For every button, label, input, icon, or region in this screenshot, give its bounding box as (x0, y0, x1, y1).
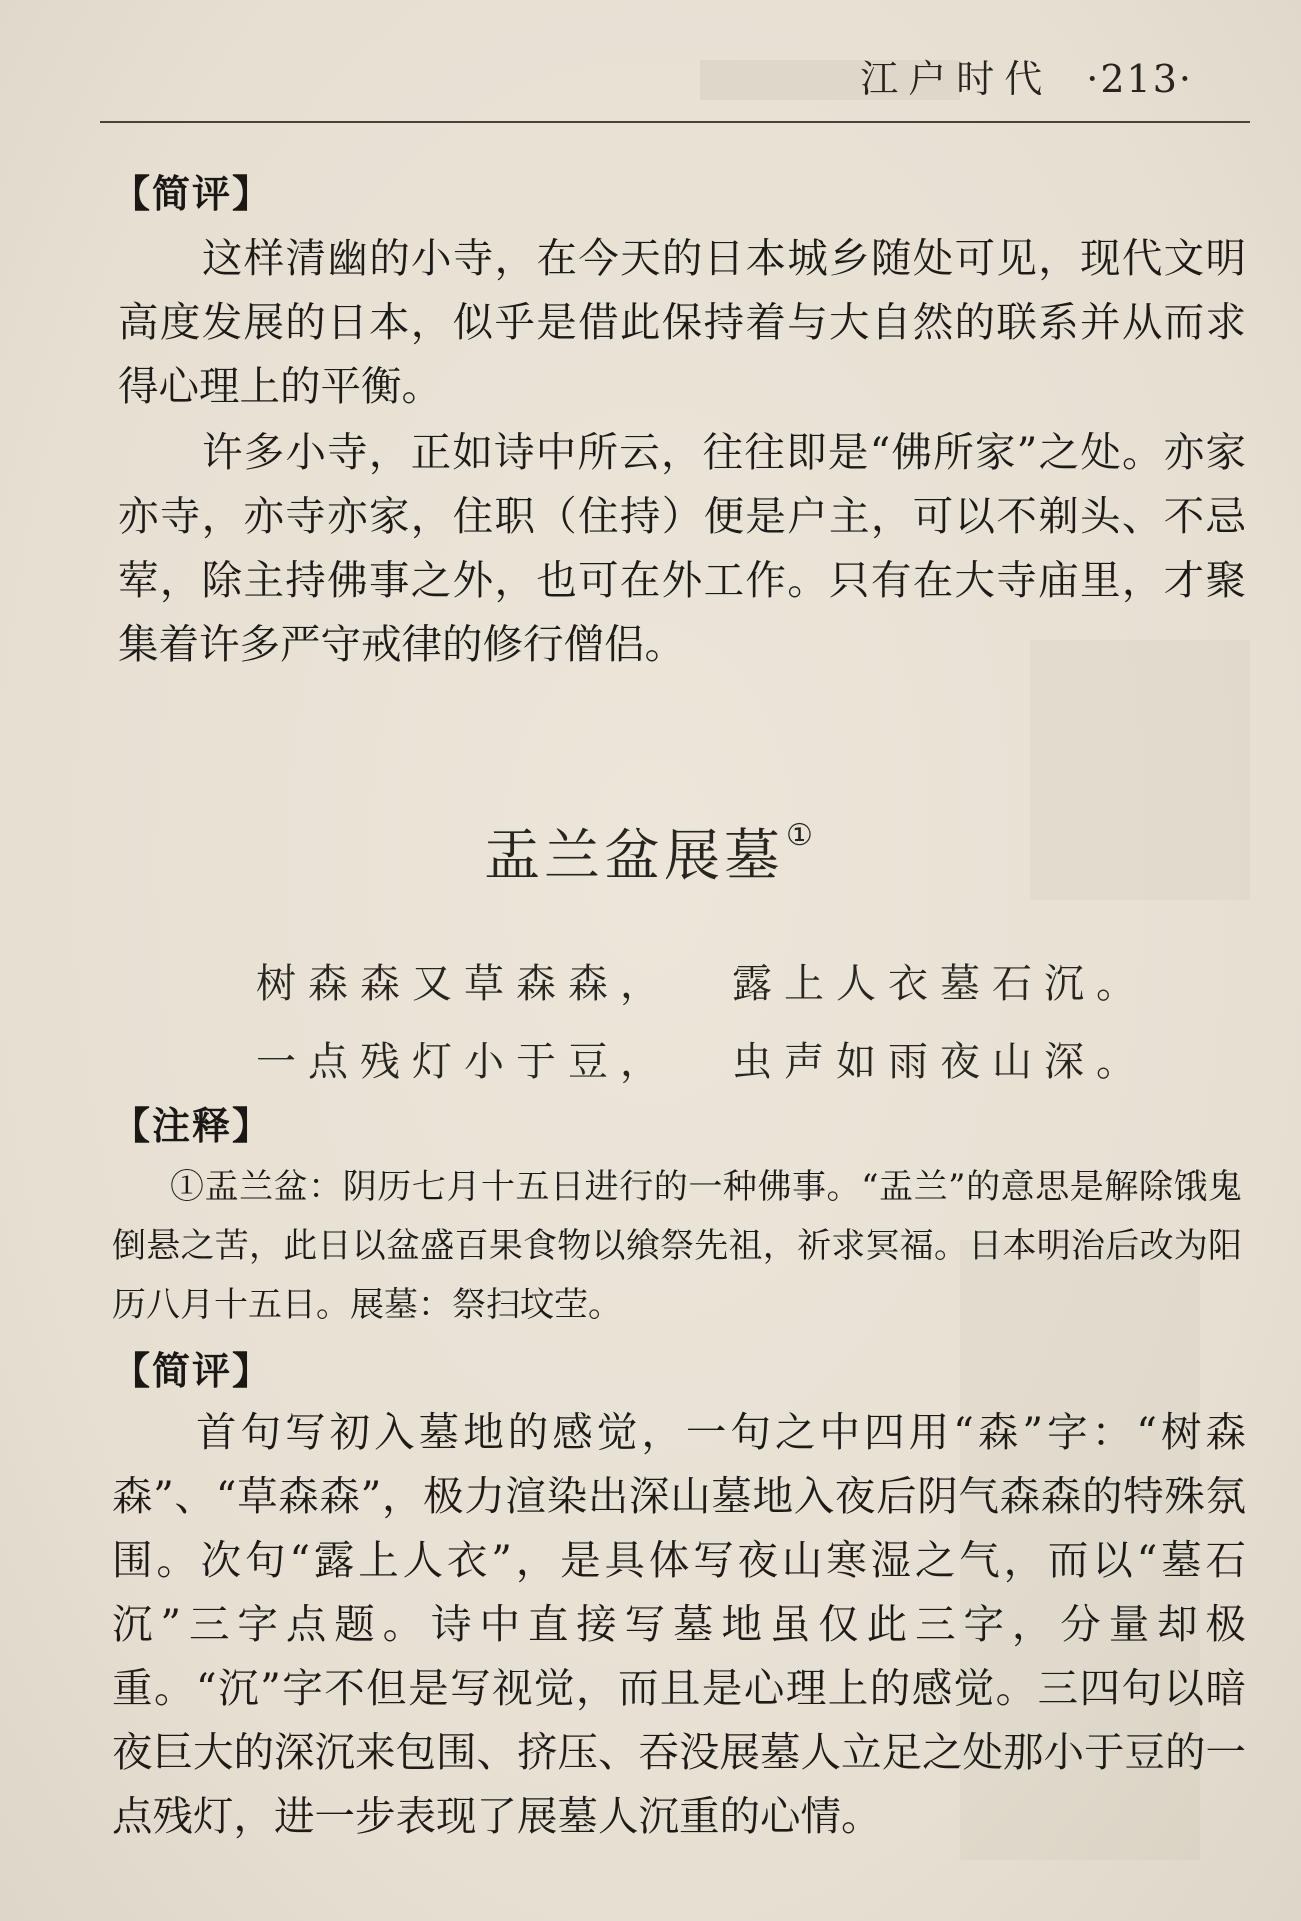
poem-line-1a: 树森森又草森森， (256, 961, 672, 1007)
section-heading-notes: 【注释】 (112, 1104, 273, 1148)
commentary-paragraph: 许多小寺，正如诗中所云，往往即是“佛所家”之处。亦家亦寺，亦寺亦家，住职（住持）便是户主，可以不剃头、不忌荤，除主持佛事之外，也可在外工作。只有在大寺庙里，才聚集着许多严守戒律的修行僧侣。 (118, 428, 1246, 668)
commentary-paragraph: 这样清幽的小寺，在今天的日本城乡随处可见，现代文明高度发展的日本，似乎是借此保持着与大自然的联系并从而求得心理上的平衡。 (118, 234, 1246, 410)
footnote-marker: ① (786, 818, 817, 853)
poem-title-text: 盂兰盆展墓 (484, 824, 785, 889)
page-number: ·213· (1086, 57, 1193, 101)
poem-line-2a: 一点残灯小于豆， (256, 1039, 672, 1085)
section-heading-commentary: 【简评】 (112, 1349, 273, 1393)
poem-line-2b: 虫声如雨夜山深。 (732, 1039, 1148, 1085)
note-item: ①盂兰盆：阴历七月十五日进行的一种佛事。“盂兰”的意思是解除饿鬼倒悬之苦，此日以盆盛百果食物以飨祭先祖，祈求冥福。日本明治后改为阳历八月十五日。展墓：祭扫坟茔。 (112, 1167, 1242, 1325)
poem-line-1b: 露上人衣墓石沉。 (732, 961, 1148, 1007)
commentary-paragraph: 首句写初入墓地的感觉，一句之中四用“森”字：“树森森”、“草森森”，极力渲染出深山墓地入夜后阴气森森的特殊氛围。次句“露上人衣”，是具体写夜山寒湿之气，而以“墓石沉”三字点题。诗中直接写墓地虽仅此三字，分量却极重。“沉”字不但是写视觉，而且是心理上的感觉。三四句以暗夜巨大的深沉来包围、挤压、吞没展墓人立足之处那小于豆的一点残灯，进一步表现了展墓人沉重的心情。 (112, 1408, 1246, 1840)
chapter-title: 江户时代 (860, 57, 1053, 101)
running-header (860, 48, 1193, 103)
header-rule (100, 121, 1250, 123)
section-heading-commentary: 【简评】 (112, 172, 273, 216)
poem-title (0, 812, 1301, 892)
